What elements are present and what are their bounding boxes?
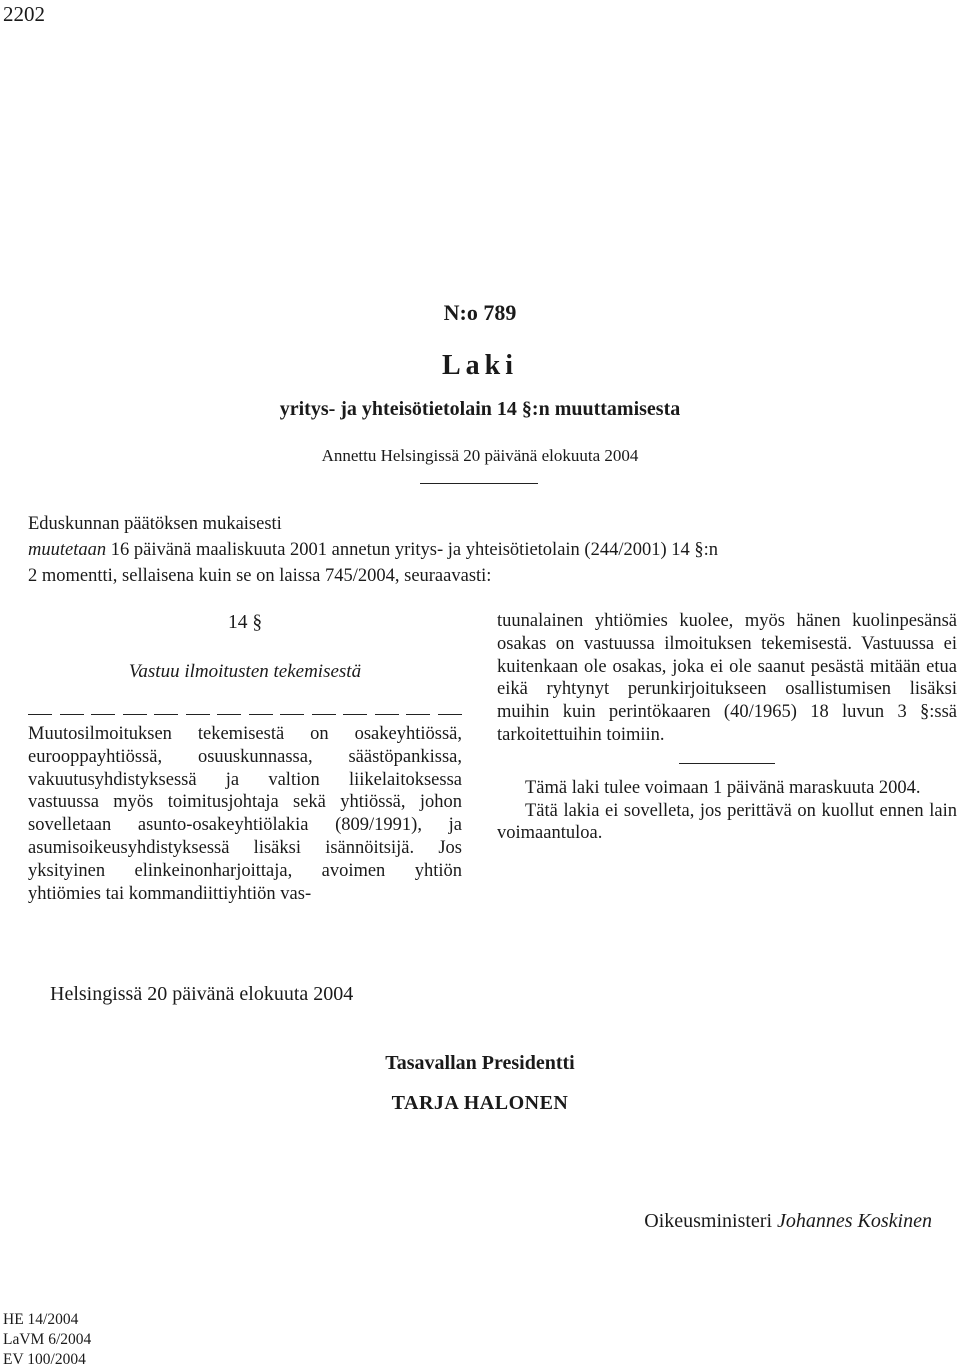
omission-dashes [28, 707, 462, 721]
minister-name: Johannes Koskinen [777, 1210, 932, 1232]
references [3, 1310, 91, 1370]
preamble [28, 511, 958, 589]
law-subtitle: yritys- ja yhteisötietolain 14 §:n muuttamisesta [279, 398, 681, 420]
minister-signature [644, 1210, 932, 1233]
divider [679, 763, 775, 764]
preamble-line-1: Eduskunnan päätöksen mukaisesti [28, 514, 282, 534]
president-title: Tasavallan Presidentti [385, 1052, 575, 1074]
divider [420, 483, 538, 484]
transitional-provision: Tätä lakia ei sovelleta, jos perittävä on kuollut ennen lain voimaantuloa. [497, 800, 957, 844]
entry-into-force: Tämä laki tulee voimaan 1 päivänä maraskuuta 2004. [525, 777, 921, 798]
page-number: 2202 [3, 2, 45, 26]
section-heading: Vastuu ilmoitusten tekemisestä [128, 661, 362, 682]
column-right [497, 610, 957, 845]
given-date: Annettu Helsingissä 20 päivänä elokuuta 2004 [321, 446, 639, 465]
minister-title: Oikeusministeri [644, 1210, 773, 1232]
section-paragraph-left: Muutosilmoituksen tekemisestä on osakeyhtiössä, eurooppayhtiössä, osuuskunnassa, säästöpankissa, vakuutusyhdistyksessä ja valtion liikelaitoksessa vastuussa myös toimitusjohtaja sekä yhtiössä, johon sovelletaan asunto-osakeyhtiölakia (809/1991), ja asumisoikeusyhdistyksessä lisäksi isännöitsijä. Jos yksityinen elinkeinonharjoittaja, avoimen yhtiön yhtiömies tai kommandiittiyhtiön vas- [28, 724, 462, 904]
preamble-line-2-rest: 16 päivänä maaliskuuta 2001 annetun yritys- ja yhteisötietolain (244/2001) 14 §:n [106, 540, 719, 560]
preamble-action: muutetaan [28, 540, 107, 560]
column-left [28, 610, 462, 905]
president-name: TARJA HALONEN [391, 1092, 569, 1114]
place-date: Helsingissä 20 päivänä elokuuta 2004 [50, 983, 354, 1005]
section-paragraph-right: tuunalainen yhtiömies kuolee, myös hänen kuolinpesänsä osakas on vastuussa ilmoituksen tekemisestä. Vastuussa ei kuitenkaan ole osakas, joka ei ole saanut pesästä mitään etua eikä ryhtynyt perunkirjoitukseen osallistumisen lisäksi muihin kuin perintökaaren (40/1965) 18 luvun 3 §:ssä tarkoitettuihin toimiin. [497, 611, 957, 745]
preamble-line-2 [28, 537, 958, 563]
reference-item: LaVM 6/2004 [3, 1331, 92, 1348]
law-number: N:o 789 [443, 300, 517, 325]
law-title: Laki [441, 350, 519, 381]
reference-item: EV 100/2004 [3, 1351, 86, 1368]
reference-item: HE 14/2004 [3, 1311, 79, 1328]
preamble-line-3: 2 momentti, sellaisena kuin se on laissa 745/2004, seuraavasti: [28, 566, 492, 586]
section-number: 14 § [227, 612, 263, 633]
